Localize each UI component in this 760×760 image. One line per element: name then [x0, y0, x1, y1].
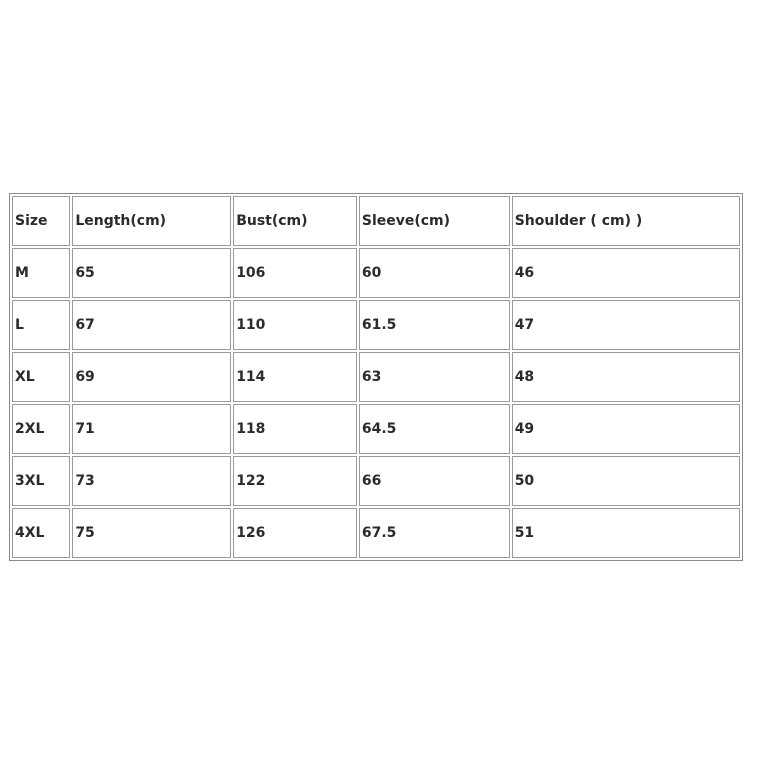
cell-bust: 118: [233, 404, 357, 454]
header-length: Length(cm): [72, 196, 231, 246]
cell-sleeve: 60: [359, 248, 510, 298]
table-row: [12, 352, 740, 402]
cell-bust: 106: [233, 248, 357, 298]
header-bust: Bust(cm): [233, 196, 357, 246]
cell-length: 75: [72, 508, 231, 558]
cell-size: 2XL: [12, 404, 70, 454]
table-row: [12, 404, 740, 454]
cell-shoulder: 48: [512, 352, 740, 402]
size-chart-table: [9, 193, 743, 561]
cell-size: L: [12, 300, 70, 350]
cell-bust: 122: [233, 456, 357, 506]
cell-shoulder: 51: [512, 508, 740, 558]
header-size: Size: [12, 196, 70, 246]
table-row: [12, 248, 740, 298]
table-row: [12, 456, 740, 506]
cell-length: 69: [72, 352, 231, 402]
header-sleeve: Sleeve(cm): [359, 196, 510, 246]
cell-size: XL: [12, 352, 70, 402]
cell-size: 3XL: [12, 456, 70, 506]
cell-shoulder: 47: [512, 300, 740, 350]
cell-size: 4XL: [12, 508, 70, 558]
cell-length: 65: [72, 248, 231, 298]
cell-bust: 126: [233, 508, 357, 558]
cell-shoulder: 46: [512, 248, 740, 298]
table-row: [12, 300, 740, 350]
cell-size: M: [12, 248, 70, 298]
cell-bust: 110: [233, 300, 357, 350]
table-header-row: [12, 196, 740, 246]
cell-sleeve: 64.5: [359, 404, 510, 454]
cell-sleeve: 61.5: [359, 300, 510, 350]
cell-bust: 114: [233, 352, 357, 402]
cell-shoulder: 50: [512, 456, 740, 506]
table-row: [12, 508, 740, 558]
header-shoulder: Shoulder ( cm) ): [512, 196, 740, 246]
cell-length: 73: [72, 456, 231, 506]
cell-length: 67: [72, 300, 231, 350]
cell-sleeve: 67.5: [359, 508, 510, 558]
cell-sleeve: 66: [359, 456, 510, 506]
cell-sleeve: 63: [359, 352, 510, 402]
cell-shoulder: 49: [512, 404, 740, 454]
cell-length: 71: [72, 404, 231, 454]
